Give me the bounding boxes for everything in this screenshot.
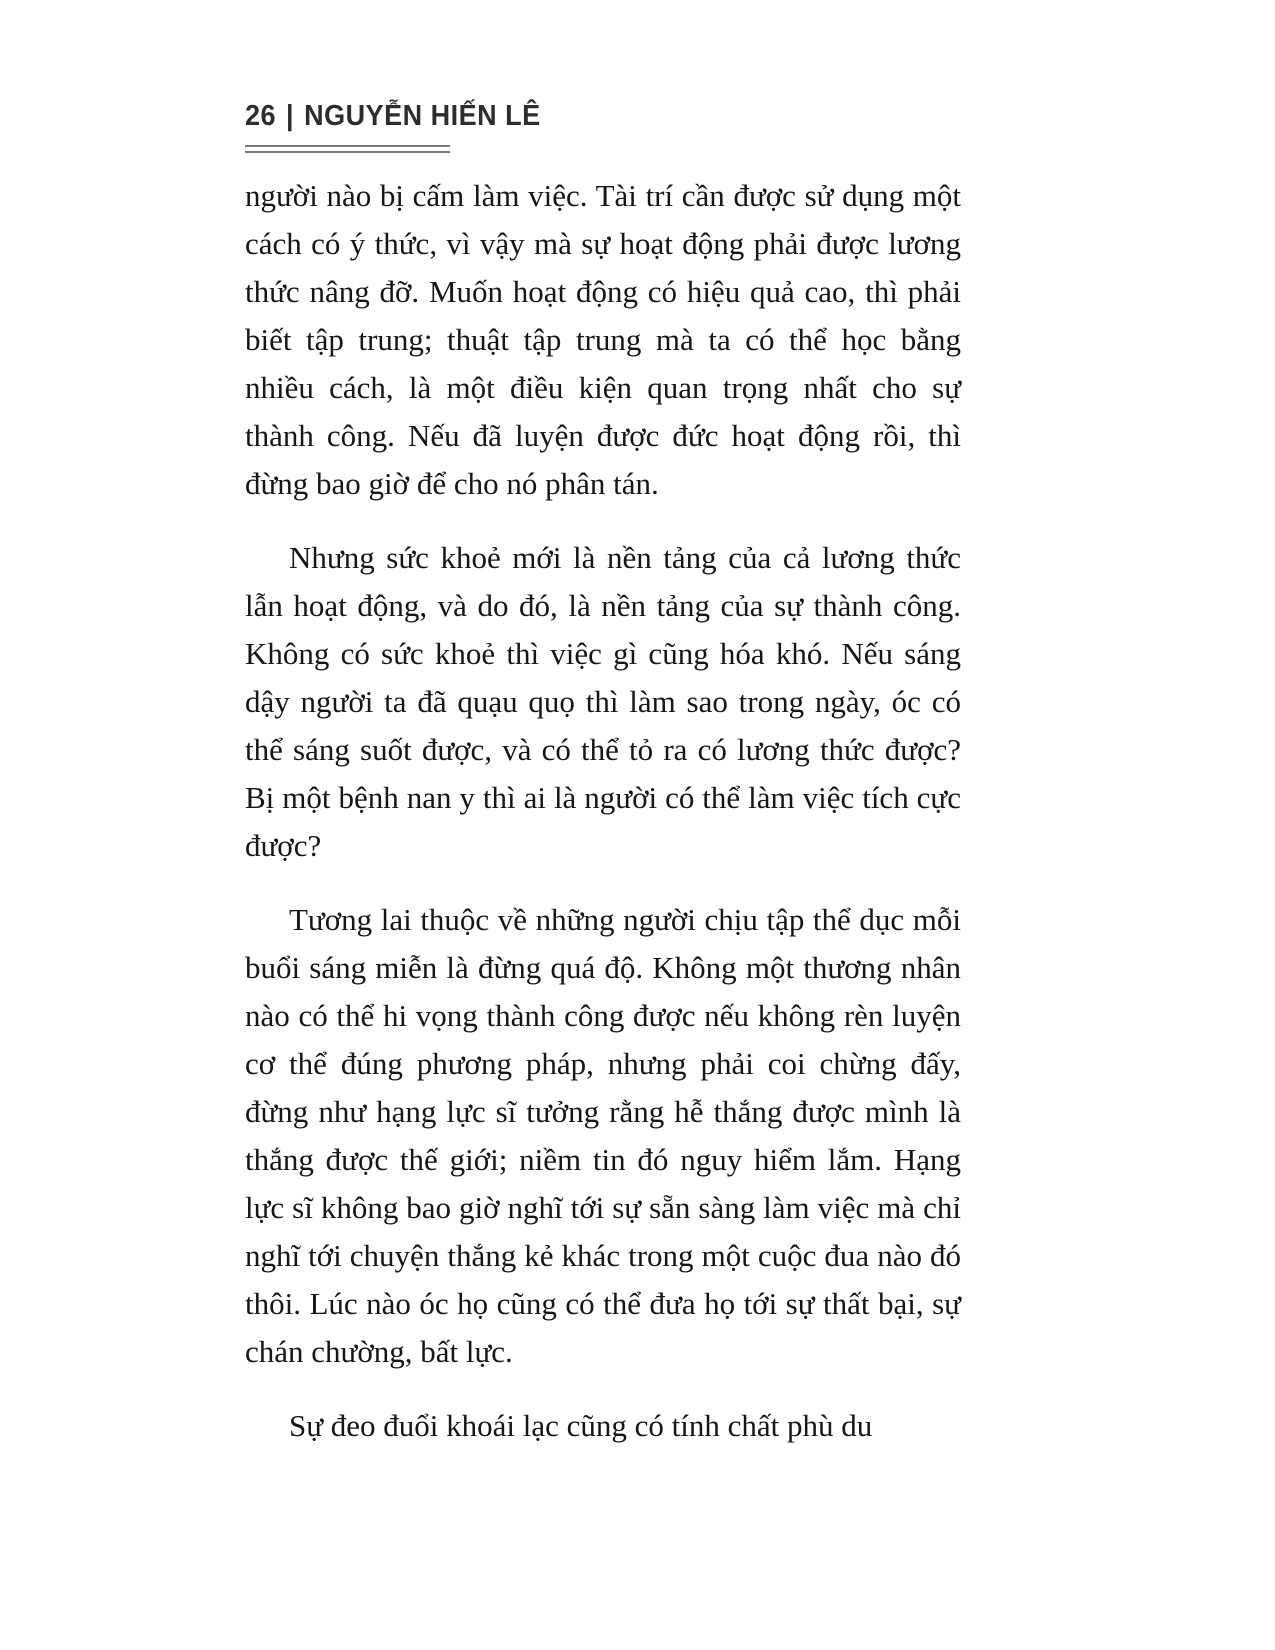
page-header <box>245 100 960 153</box>
author-name: NGUYỄN HIẾN LÊ <box>304 100 541 132</box>
page-number: 26 <box>245 100 277 132</box>
header-rule <box>245 145 450 153</box>
paragraph: Tương lai thuộc về những người chịu tập thể dục mỗi buổi sáng miễn là đừng quá độ. Không một thương nhân nào có thể hi vọng thành công được nếu không rèn luyện cơ thể đúng phương pháp, nhưng phải coi chừng đấy, đừng như hạng lực sĩ tưởng rằng hễ thắng được mình là thắng được thế giới; niềm tin đó nguy hiểm lắm. Hạng lực sĩ không bao giờ nghĩ tới sự sẵn sàng làm việc mà chỉ nghĩ tới chuyện thắng kẻ khác trong một cuộc đua nào đó thôi. Lúc nào óc họ cũng có thể đưa họ tới sự thất bại, sự chán chường, bất lực. <box>245 902 961 1369</box>
header-divider: | <box>286 100 295 132</box>
running-head <box>245 100 960 133</box>
page-body <box>245 172 961 1450</box>
paragraph: Nhưng sức khoẻ mới là nền tảng của cả lương thức lẫn hoạt động, và do đó, là nền tảng của sự thành công. Không có sức khoẻ thì việc gì cũng hóa khó. Nếu sáng dậy người ta đã quạu quọ thì làm sao trong ngày, óc có thể sáng suốt được, và có thể tỏ ra có lương thức được? Bị một bệnh nan y thì ai là người có thể làm việc tích cực được? <box>245 540 961 863</box>
paragraph: Sự đeo đuổi khoái lạc cũng có tính chất phù du <box>289 1408 873 1443</box>
paragraph: người nào bị cấm làm việc. Tài trí cần được sử dụng một cách có ý thức, vì vậy mà sự hoạt động phải được lương thức nâng đỡ. Muốn hoạt động có hiệu quả cao, thì phải biết tập trung; thuật tập trung mà ta có thể học bằng nhiều cách, là một điều kiện quan trọng nhất cho sự thành công. Nếu đã luyện được đức hoạt động rồi, thì đừng bao giờ để cho nó phân tán. <box>245 178 961 501</box>
